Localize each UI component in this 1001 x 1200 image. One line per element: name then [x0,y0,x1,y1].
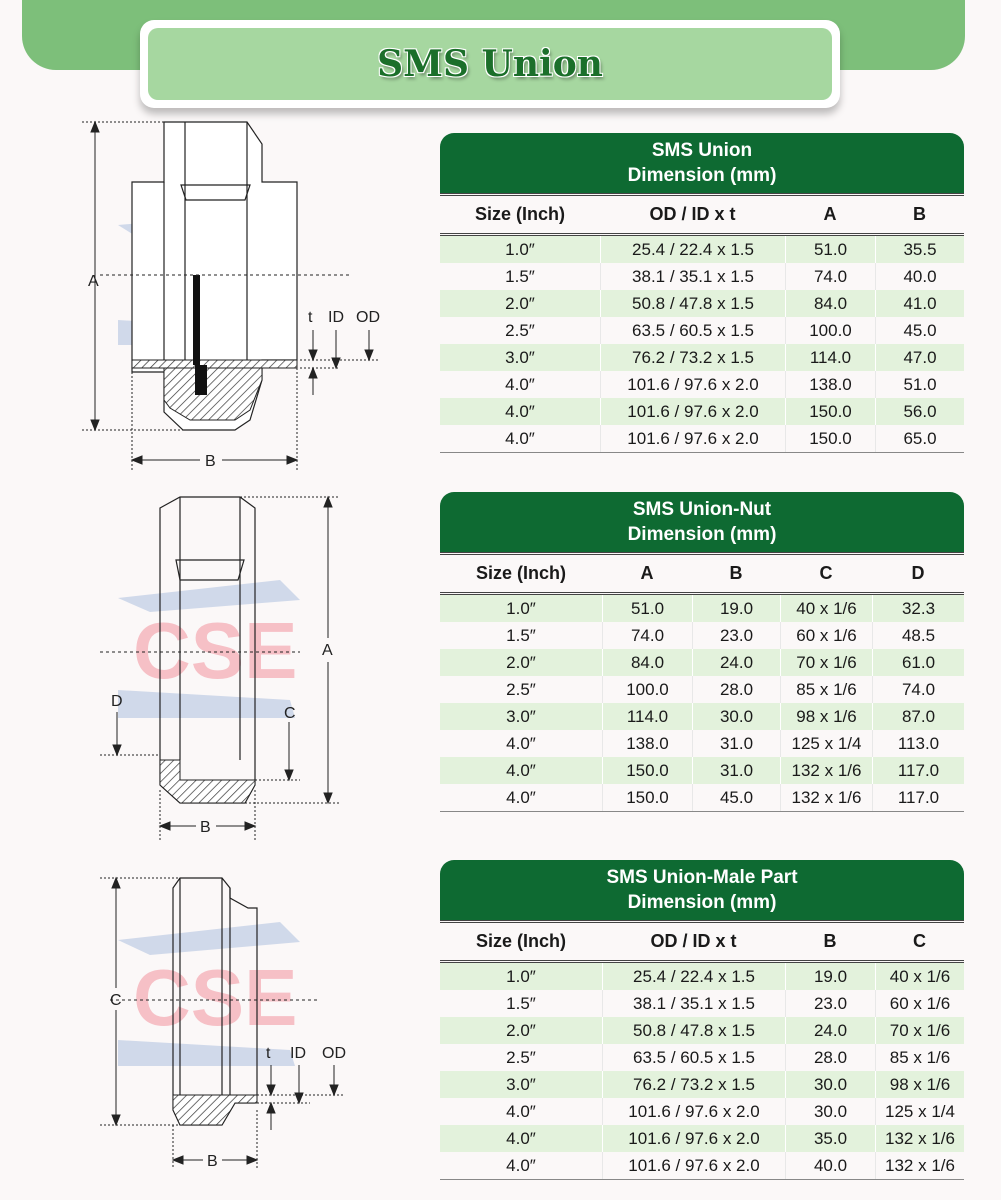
table-cell: 2.5″ [506,679,536,699]
table-row [440,236,964,263]
table-cell: 4.0″ [506,1155,536,1175]
dim-label-b: B [205,453,216,470]
table-cell: 4.0″ [506,1101,536,1121]
dim-label-b: B [200,819,211,836]
table-cell: 38.1 / 35.1 x 1.5 [602,990,785,1017]
table-row [440,730,964,757]
table-cell: 1.0″ [506,598,536,618]
table-cell: 74.0 [872,676,964,703]
table-row [440,757,964,784]
male-part-table-body [440,963,964,1180]
column-header: Size (Inch) [474,204,565,224]
union-table-columns [440,193,964,236]
table-cell: 40 x 1/6 [780,595,872,622]
male-part-table [440,860,964,1180]
table-cell: 4.0″ [506,760,536,780]
table-cell: 76.2 / 73.2 x 1.5 [602,1071,785,1098]
table-cell: 63.5 / 60.5 x 1.5 [600,317,785,344]
dim-label-c: C [284,705,296,722]
table-cell: 87.0 [872,703,964,730]
male-part-table-header [440,860,964,920]
table-cell: 114.0 [785,344,875,371]
table-cell: 1.0″ [506,966,536,986]
table-cell: 150.0 [785,398,875,425]
table-cell: 32.3 [872,595,964,622]
column-header: OD / ID x t [650,931,737,951]
table-cell: 76.2 / 73.2 x 1.5 [600,344,785,371]
table-cell: 100.0 [785,317,875,344]
table-row [440,344,964,371]
table-cell: 40.0 [875,263,964,290]
table-cell: 65.0 [875,425,964,452]
table-cell: 38.1 / 35.1 x 1.5 [600,263,785,290]
table-cell: 60 x 1/6 [875,990,964,1017]
union-table [440,133,964,453]
table-cell: 1.5″ [506,993,536,1013]
table-cell: 24.0 [692,649,780,676]
table-row [440,1044,964,1071]
table-cell: 74.0 [602,622,692,649]
table-cell: 101.6 / 97.6 x 2.0 [602,1125,785,1152]
table-cell: 41.0 [875,290,964,317]
table-row [440,784,964,812]
table-cell: 132 x 1/6 [875,1125,964,1152]
table-cell: 25.4 / 22.4 x 1.5 [600,236,785,263]
table-cell: 113.0 [872,730,964,757]
table-cell: 48.5 [872,622,964,649]
table-cell: 150.0 [602,757,692,784]
table-cell: 51.0 [785,236,875,263]
column-header: D [911,563,925,583]
dim-label-t: t [266,1045,271,1062]
male-part-drawing [80,860,390,1180]
union-nut-table-subtitle: Dimension (mm) [627,524,777,545]
table-row [440,290,964,317]
table-cell: 101.6 / 97.6 x 2.0 [602,1152,785,1179]
table-cell: 70 x 1/6 [875,1017,964,1044]
union-table-title: SMS Union [651,140,753,161]
table-cell: 150.0 [785,425,875,452]
table-cell: 100.0 [602,676,692,703]
male-part-table-columns [440,920,964,963]
table-cell: 1.0″ [505,239,535,259]
table-cell: 98 x 1/6 [780,703,872,730]
table-cell: 2.5″ [505,320,535,340]
table-cell: 19.0 [785,963,875,990]
table-cell: 132 x 1/6 [780,757,872,784]
table-row [440,317,964,344]
table-row [440,371,964,398]
column-header: B [913,204,926,224]
table-cell: 30.0 [785,1098,875,1125]
column-header: B [823,931,837,951]
column-header: C [913,931,926,951]
union-table-subtitle: Dimension (mm) [627,165,777,186]
dim-label-od: OD [356,309,380,326]
table-cell: 138.0 [602,730,692,757]
watermark-text: CSE [133,953,298,1042]
table-row [440,398,964,425]
column-header: Size (Inch) [475,563,566,583]
column-header: Size (Inch) [475,931,566,951]
table-cell: 117.0 [872,784,964,811]
table-cell: 98 x 1/6 [875,1071,964,1098]
table-cell: 31.0 [692,730,780,757]
table-cell: 85 x 1/6 [875,1044,964,1071]
table-cell: 3.0″ [506,1074,536,1094]
table-row [440,963,964,990]
dim-label-b: B [207,1153,218,1170]
table-cell: 56.0 [875,398,964,425]
table-cell: 101.6 / 97.6 x 2.0 [602,1098,785,1125]
table-cell: 30.0 [692,703,780,730]
table-cell: 51.0 [875,371,964,398]
table-cell: 2.0″ [506,652,536,672]
table-cell: 4.0″ [505,401,535,421]
table-row [440,676,964,703]
table-cell: 50.8 / 47.8 x 1.5 [600,290,785,317]
table-cell: 60 x 1/6 [780,622,872,649]
table-cell: 47.0 [875,344,964,371]
table-cell: 40.0 [785,1152,875,1179]
table-cell: 84.0 [602,649,692,676]
table-cell: 117.0 [872,757,964,784]
table-row [440,1125,964,1152]
dim-label-od: OD [322,1045,346,1062]
table-cell: 50.8 / 47.8 x 1.5 [602,1017,785,1044]
table-cell: 125 x 1/4 [780,730,872,757]
table-cell: 101.6 / 97.6 x 2.0 [600,371,785,398]
table-cell: 30.0 [785,1071,875,1098]
table-cell: 84.0 [785,290,875,317]
table-cell: 2.5″ [506,1047,536,1067]
table-row [440,622,964,649]
table-cell: 150.0 [602,784,692,811]
table-cell: 28.0 [692,676,780,703]
table-row [440,1017,964,1044]
table-cell: 132 x 1/6 [780,784,872,811]
column-header: OD / ID x t [649,204,736,224]
column-header: C [819,563,833,583]
table-cell: 45.0 [692,784,780,811]
union-drawing [60,110,400,480]
male-part-table-title: SMS Union-Male Part [606,867,798,888]
table-cell: 35.5 [875,236,964,263]
table-cell: 1.5″ [506,625,536,645]
column-header: A [823,204,837,224]
table-cell: 35.0 [785,1125,875,1152]
table-cell: 101.6 / 97.6 x 2.0 [600,425,785,452]
table-cell: 51.0 [602,595,692,622]
union-nut-table [440,492,964,812]
table-cell: 125 x 1/4 [875,1098,964,1125]
union-table-header [440,133,964,193]
table-row [440,425,964,453]
table-cell: 3.0″ [506,706,536,726]
table-cell: 19.0 [692,595,780,622]
dim-label-a: A [88,273,99,290]
dim-label-id: ID [328,309,344,326]
table-cell: 4.0″ [506,1128,536,1148]
table-cell: 114.0 [602,703,692,730]
dim-label-t: t [308,309,313,326]
dim-label-c: C [110,992,122,1009]
page-title: SMS Union [377,43,603,85]
table-cell: 2.0″ [506,1020,536,1040]
title-panel [140,20,840,108]
union-nut-table-title: SMS Union-Nut [632,499,772,520]
watermark-nut [118,580,300,718]
table-cell: 28.0 [785,1044,875,1071]
union-nut-table-body [440,595,964,812]
dim-label-id: ID [290,1045,306,1062]
table-cell: 63.5 / 60.5 x 1.5 [602,1044,785,1071]
table-row [440,990,964,1017]
table-row [440,649,964,676]
table-cell: 45.0 [875,317,964,344]
table-cell: 74.0 [785,263,875,290]
union-table-body [440,236,964,453]
table-row [440,1152,964,1180]
table-cell: 23.0 [785,990,875,1017]
union-nut-drawing [70,485,390,850]
table-row [440,1098,964,1125]
watermark-text: CSE [133,606,298,695]
table-cell: 31.0 [692,757,780,784]
dim-label-d: D [111,693,123,710]
table-cell: 138.0 [785,371,875,398]
column-header: A [640,563,654,583]
table-cell: 25.4 / 22.4 x 1.5 [602,963,785,990]
table-cell: 85 x 1/6 [780,676,872,703]
watermark-male [118,922,300,1066]
table-cell: 40 x 1/6 [875,963,964,990]
table-cell: 3.0″ [505,347,535,367]
table-cell: 24.0 [785,1017,875,1044]
table-cell: 2.0″ [505,293,535,313]
union-nut-table-header [440,492,964,552]
table-cell: 70 x 1/6 [780,649,872,676]
table-row [440,703,964,730]
title-inner [148,28,832,100]
male-part-table-subtitle: Dimension (mm) [627,892,777,913]
table-cell: 23.0 [692,622,780,649]
table-cell: 4.0″ [506,733,536,753]
dim-label-a: A [322,642,333,659]
union-nut-table-columns [440,552,964,595]
table-cell: 61.0 [872,649,964,676]
table-cell: 1.5″ [505,266,535,286]
table-row [440,1071,964,1098]
column-header: B [729,563,743,583]
table-cell: 101.6 / 97.6 x 2.0 [600,398,785,425]
table-row [440,263,964,290]
table-cell: 4.0″ [505,374,535,394]
table-cell: 4.0″ [506,787,536,807]
table-cell: 4.0″ [505,428,535,448]
table-row [440,595,964,622]
table-cell: 132 x 1/6 [875,1152,964,1179]
